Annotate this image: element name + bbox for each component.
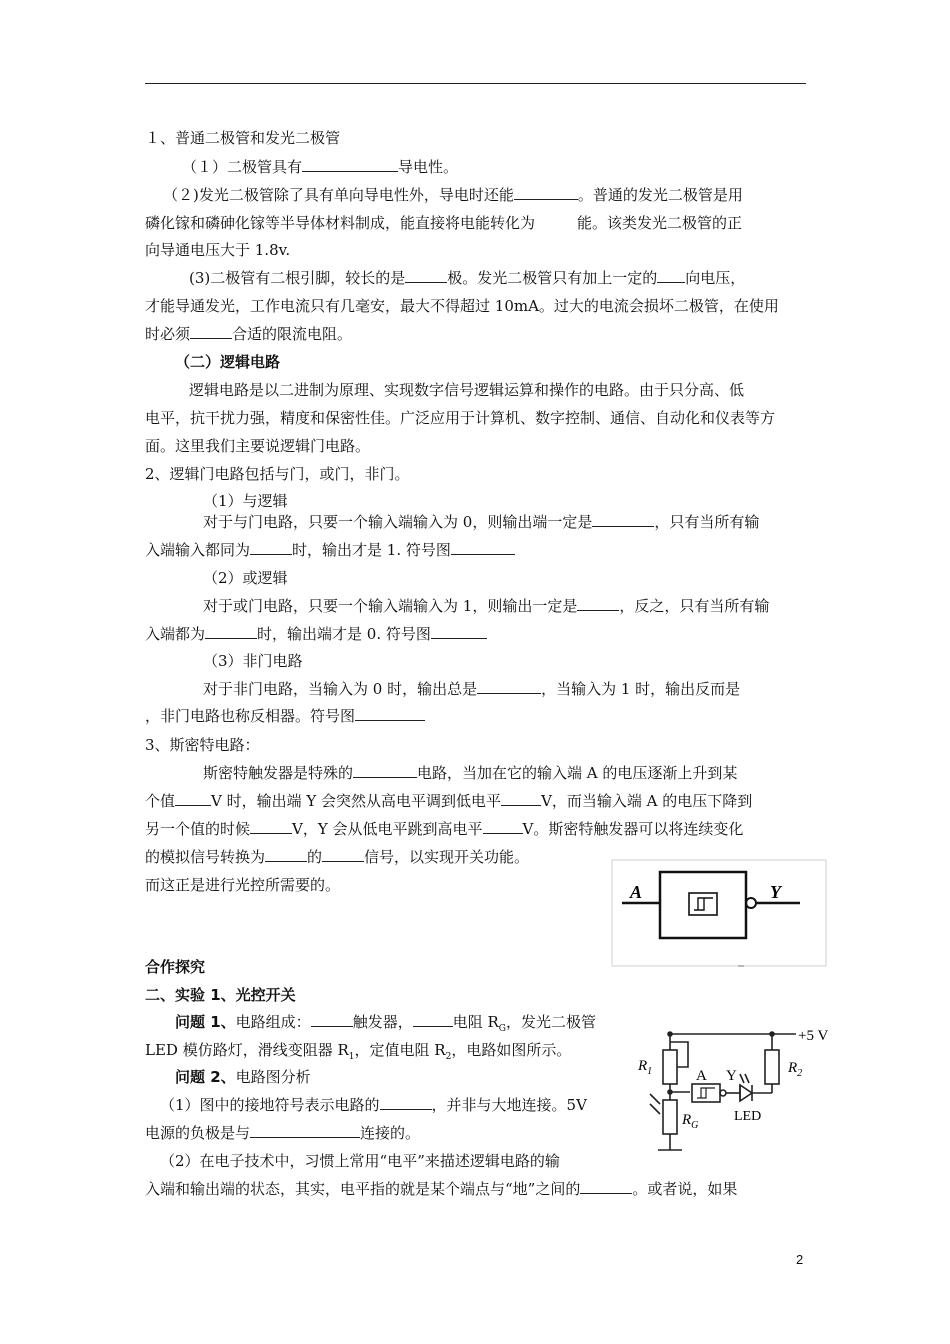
paragraph-line: （1）图中的接地符号表示电路的 ，并非与大地连接。5V [160, 1096, 587, 1114]
section1-title: １、普通二极管和发光二极管 [145, 129, 341, 147]
fill-blank [380, 1095, 432, 1110]
supply-label: +5 V [798, 1028, 829, 1044]
header-rule [145, 83, 806, 84]
schmitt-trigger-figure [610, 858, 830, 970]
fill-blank [483, 819, 523, 834]
fill-blank [451, 540, 515, 555]
fill-blank [190, 324, 232, 339]
page-number: 2 [796, 1252, 804, 1267]
fill-blank [250, 540, 292, 555]
paragraph-line: 入端都为 时，输出端才是 0. 符号图 [145, 624, 487, 644]
svg-text:RG: $R_G$ [682, 1112, 699, 1131]
paragraph-line: （２)发光二极管除了具有单向导电性外，导电时还能 。普通的发光二极管是用 [163, 186, 743, 204]
paragraph-line: 才能导通发光，工作电流只有几毫安，最大不得超过 10mA。过大的电流会损坏二极管，在使用 [145, 297, 779, 315]
fill-blank [322, 847, 364, 862]
paragraph-line: 磷化镓和磷砷化镓等半导体材料制成，能直接将电能转化为 能。该类发光二极管的正 [145, 214, 743, 232]
output-label-y: Y [770, 882, 781, 902]
fill-blank [514, 185, 578, 200]
section3-title: 3、斯密特电路： [145, 736, 260, 754]
fill-blank [311, 1012, 353, 1027]
paragraph-line: ，非门电路也称反相器。符号图 [145, 706, 425, 726]
fill-blank [413, 1012, 453, 1027]
svg-text:R1: $R_1$ [638, 1058, 653, 1077]
paragraph-line: 电源的负极是与 连接的。 [145, 1124, 421, 1142]
paragraph-line: 时必须 合适的限流电阻。 [145, 325, 353, 343]
coop-heading: 合作探究 [145, 958, 206, 976]
fill-blank [175, 791, 211, 806]
paragraph-line: 对于非门电路，当输入为 0 时，输出总是 ，当输入为 1 时，输出反而是 [203, 680, 741, 698]
paragraph-line: 另一个值的时候 V，Y 会从低电平跳到高电平 V。斯密特触发器可以将连续变化 [145, 820, 744, 838]
section2-title: 2、逻辑门电路包括与门，或门，非门。 [145, 465, 410, 483]
fill-blank [353, 763, 417, 778]
paragraph-line: （１）二极管具有 导电性。 [182, 158, 459, 176]
fill-blank [265, 847, 307, 862]
subheading: （2）或逻辑 [203, 569, 288, 587]
paragraph-line: 入端和输出端的状态，其实，电平指的就是某个端点与“地”之间的 。或者说，如果 [145, 1180, 738, 1198]
paragraph-line: 对于与门电路，只要一个输入端输入为 0，则输出端一定是 ，只有当所有输 [203, 513, 760, 531]
fill-blank [477, 679, 541, 694]
subheading: （3）非门电路 [203, 652, 303, 670]
light-control-circuit-diagram [628, 1022, 842, 1168]
fill-blank [250, 819, 292, 834]
paragraph-line: 逻辑电路是以二进制为原理、实现数字信号逻辑运算和操作的电路。由于只分高、低 [189, 381, 745, 399]
paragraph-line: 入端输入都同为 时，输出才是 1. 符号图 [145, 540, 515, 560]
fill-blank [577, 596, 619, 611]
paragraph-line: 问题 1、电路组成： 触发器， 电阻 $R_G$，发光二极管 [175, 1013, 596, 1034]
fill-blank [657, 268, 685, 283]
input-label-a: A [630, 882, 643, 902]
fill-blank [592, 512, 654, 527]
paragraph-line: LED 模仿路灯，滑线变阻器 $R_1$，定值电阻 $R_2$，电路如图所示。 [145, 1041, 572, 1062]
paragraph-line: 的模拟信号转换为 的 信号，以实现开关功能。 [145, 848, 530, 866]
fill-blank [205, 624, 257, 639]
experiment-heading: 二、实验 1、光控开关 [145, 986, 296, 1004]
paragraph-line: 向导通电压大于 1.8v. [145, 241, 291, 259]
fill-blank [355, 706, 425, 721]
svg-text:LED: LED [734, 1109, 762, 1124]
fill-blank [501, 791, 541, 806]
fill-blank [580, 1179, 632, 1194]
paragraph-line: 面。这里我们主要说逻辑门电路。 [145, 437, 371, 455]
fill-blank [405, 268, 447, 283]
svg-text:A: A [696, 1068, 707, 1084]
paragraph-line: 斯密特触发器是特殊的 电路，当加在它的输入端 A 的电压逐渐上升到某 [203, 764, 738, 782]
fill-blank [431, 624, 487, 639]
paragraph-line: 对于或门电路，只要一个输入端输入为 1，则输出一定是 ，反之，只有当所有输 [203, 597, 770, 615]
fill-blank [250, 1123, 360, 1138]
fill-blank [302, 157, 398, 172]
svg-text:R2: $R_2$ [788, 1060, 803, 1079]
subheading: （1）与逻辑 [203, 492, 288, 510]
svg-text:Y: Y [726, 1068, 737, 1084]
paragraph-line: （2）在电子技术中，习惯上常用“电平”来描述逻辑电路的输 [160, 1152, 560, 1170]
paragraph-line: 电平，抗干扰力强，精度和保密性佳。广泛应用于计算机、数字控制、通信、自动化和仪表等方 [145, 409, 776, 427]
paragraph-line: 问题 2、电路图分析 [175, 1068, 311, 1086]
paragraph-line: (3)二极管有二根引脚，较长的是 极。发光二极管只有加上一定的 向电压， [189, 269, 746, 287]
paragraph-line: 而这正是进行光控所需要的。 [145, 876, 341, 894]
logic-heading: （二）逻辑电路 [175, 353, 281, 371]
paragraph-line: 个值 V 时，输出端 Y 会突然从高电平调到低电平 V，而当输入端 A 的电压下降到 [145, 792, 753, 810]
